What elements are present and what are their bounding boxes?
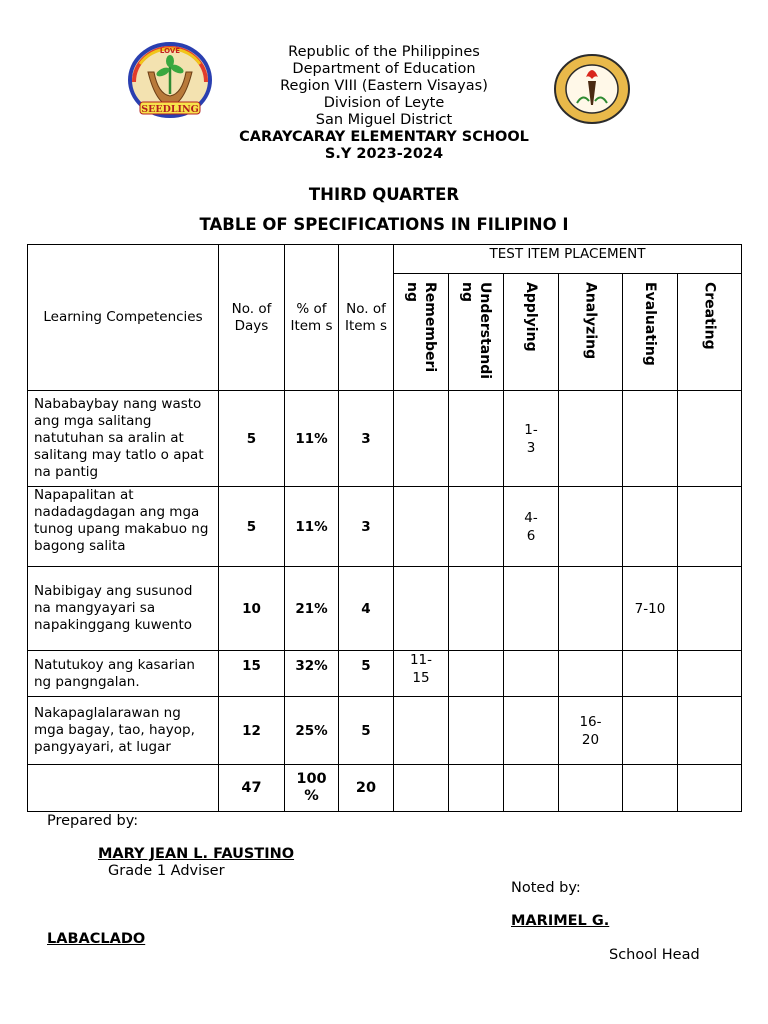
- placement-cell: [678, 567, 742, 651]
- header-department: Department of Education: [292, 61, 476, 77]
- percent-cell: 32%: [285, 651, 339, 697]
- items-cell: 5: [339, 651, 394, 697]
- table-row: [28, 487, 742, 567]
- placement-cell: 16- 20: [559, 697, 623, 765]
- header-level-evaluating: Evaluating: [623, 274, 678, 391]
- placement-cell: [504, 567, 559, 651]
- placement-cell: [504, 697, 559, 765]
- items-cell: 5: [339, 697, 394, 765]
- competency-cell: Nabibigay ang susunod na mangyayari sa napakinggang kuwento: [28, 567, 219, 651]
- placement-cell: [623, 765, 678, 812]
- header-level-remembering: Rememberi ng: [394, 274, 449, 391]
- placement-cell: [678, 765, 742, 812]
- header-district: San Miguel District: [315, 112, 453, 128]
- header-division: Division of Leyte: [323, 95, 445, 111]
- school-head-name-last: LABACLADO: [47, 931, 146, 947]
- placement-cell: [623, 391, 678, 487]
- table-title: TABLE OF SPECIFICATIONS IN FILIPINO I: [199, 215, 569, 234]
- percent-cell: 11%: [285, 487, 339, 567]
- table-row: [28, 697, 742, 765]
- school-year: S.Y 2023-2024: [324, 146, 444, 162]
- placement-cell: [623, 697, 678, 765]
- noted-by-label: Noted by:: [511, 880, 581, 896]
- total-items: 20: [339, 765, 394, 812]
- specifications-table: [27, 244, 742, 812]
- svg-text:SEEDLING: SEEDLING: [141, 104, 199, 115]
- days-cell: 5: [219, 391, 285, 487]
- table-row: [28, 651, 742, 697]
- placement-cell: [623, 651, 678, 697]
- placement-cell: 7-10: [623, 567, 678, 651]
- placement-cell: [504, 765, 559, 812]
- header-republic: Republic of the Philippines: [288, 44, 480, 60]
- days-cell: 15: [219, 651, 285, 697]
- percent-cell: 25%: [285, 697, 339, 765]
- header-competencies: Learning Competencies: [28, 245, 219, 391]
- placement-cell: [394, 765, 449, 812]
- header-test-item-placement: TEST ITEM PLACEMENT: [394, 245, 742, 274]
- placement-cell: [678, 391, 742, 487]
- total-days: 47: [219, 765, 285, 812]
- preparer-title: Grade 1 Adviser: [108, 863, 225, 879]
- total-row: [28, 765, 742, 812]
- competency-cell: Napapalitan at nadadagdagan ang mga tunog upang makabuo ng bagong salita: [28, 487, 219, 567]
- header-level-analyzing: Analyzing: [559, 274, 623, 391]
- items-cell: 3: [339, 391, 394, 487]
- placement-cell: [559, 651, 623, 697]
- placement-cell: [504, 651, 559, 697]
- days-cell: 10: [219, 567, 285, 651]
- placement-cell: [394, 697, 449, 765]
- header-level-understanding: Understandi ng: [449, 274, 504, 391]
- placement-cell: [449, 765, 504, 812]
- placement-cell: [449, 391, 504, 487]
- placement-cell: [394, 391, 449, 487]
- total-percent: 100 %: [285, 765, 339, 812]
- header-days: No. of Days: [219, 245, 285, 391]
- prepared-by-label: Prepared by:: [47, 813, 139, 829]
- placement-cell: 1- 3: [504, 391, 559, 487]
- placement-cell: [559, 391, 623, 487]
- school-name: CARAYCARAY ELEMENTARY SCHOOL: [239, 129, 529, 145]
- competency-cell: Natutukoy ang kasarian ng pangngalan.: [28, 651, 219, 697]
- placement-cell: [449, 697, 504, 765]
- svg-text:LOVE: LOVE: [159, 47, 181, 55]
- percent-cell: 11%: [285, 391, 339, 487]
- days-cell: 12: [219, 697, 285, 765]
- competency-cell: Nababaybay nang wasto ang mga salitang natutuhan sa aralin at salitang may tatlo o apat na pantig: [28, 391, 219, 487]
- placement-cell: [678, 697, 742, 765]
- total-label-cell: [28, 765, 219, 812]
- placement-cell: [449, 651, 504, 697]
- placement-cell: 4- 6: [504, 487, 559, 567]
- placement-cell: [559, 567, 623, 651]
- school-head-name-first: MARIMEL G.: [511, 913, 610, 929]
- quarter-title: THIRD QUARTER: [308, 185, 460, 204]
- placement-cell: 11- 15: [394, 651, 449, 697]
- placement-cell: [678, 651, 742, 697]
- items-cell: 4: [339, 567, 394, 651]
- placement-cell: [394, 567, 449, 651]
- header-items: No. of Item s: [339, 245, 394, 391]
- percent-cell: 21%: [285, 567, 339, 651]
- placement-cell: [678, 487, 742, 567]
- header-level-creating: Creating: [678, 274, 742, 391]
- placement-cell: [623, 487, 678, 567]
- competency-cell: Nakapaglalarawan ng mga bagay, tao, hayop, pangyayari, at lugar: [28, 697, 219, 765]
- placement-cell: [449, 487, 504, 567]
- placement-cell: [559, 487, 623, 567]
- placement-cell: [449, 567, 504, 651]
- items-cell: 3: [339, 487, 394, 567]
- placement-cell: [394, 487, 449, 567]
- table-row: [28, 567, 742, 651]
- header-level-applying: Applying: [504, 274, 559, 391]
- days-cell: 5: [219, 487, 285, 567]
- school-head-title: School Head: [609, 947, 700, 963]
- table-row: [28, 391, 742, 487]
- placement-cell: [559, 765, 623, 812]
- header-region: Region VIII (Eastern Visayas): [280, 78, 488, 94]
- header-percent: % of Item s: [285, 245, 339, 391]
- preparer-name: MARY JEAN L. FAUSTINO: [98, 846, 295, 862]
